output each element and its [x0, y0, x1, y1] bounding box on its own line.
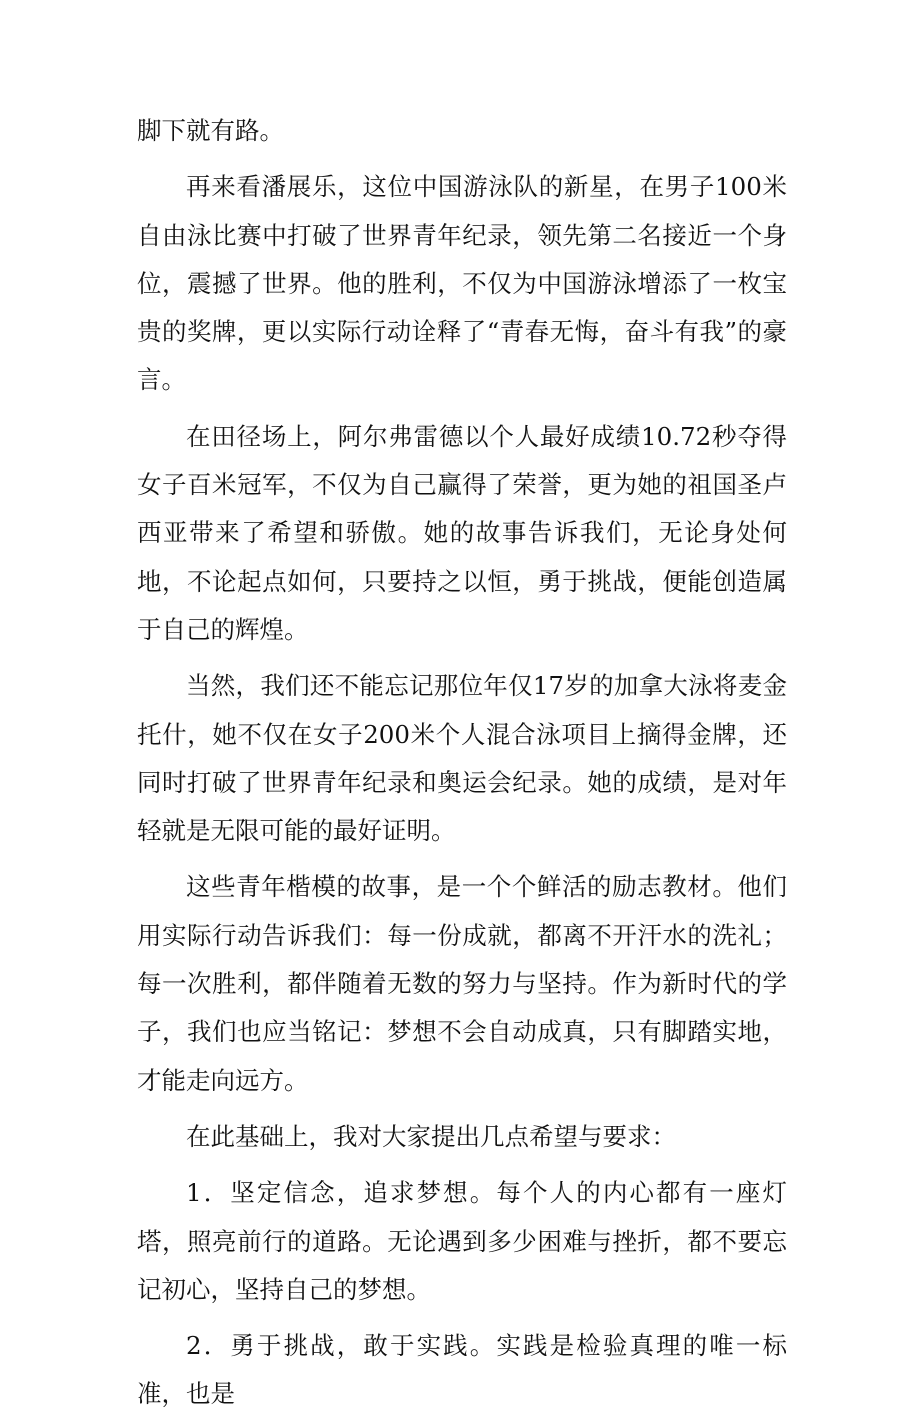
paragraph-role-models: 这些青年楷模的故事，是一个个鲜活的励志教材。他们用实际行动告诉我们：每一份成就，都离不开汗水的洗礼；每一次胜利，都伴随着无数的努力与坚持。作为新时代的学子，我们也应当铭记：梦想不会自动成真，只有脚踏实地，才能走向远方。 — [137, 872, 787, 1095]
document-body — [137, 107, 787, 1419]
paragraph-pan-zhanle: 再来看潘展乐，这位中国游泳队的新星，在男子100米自由泳比赛中打破了世界青年纪录，领先第二名接近一个身位，震撼了世界。他的胜利，不仅为中国游泳增添了一枚宝贵的奖牌，更以实际行动诠释了“青春无悔，奋斗有我”的豪言。 — [137, 172, 787, 395]
list-item-1: 1．坚定信念，追求梦想。每个人的内心都有一座灯塔，照亮前行的道路。无论遇到多少困难与挫折，都不要忘记初心，坚持自己的梦想。 — [137, 1178, 787, 1304]
paragraph-alfred: 在田径场上，阿尔弗雷德以个人最好成绩10.72秒夺得女子百米冠军，不仅为自己赢得了荣誉，更为她的祖国圣卢西亚带来了希望和骄傲。她的故事告诉我们，无论身处何地，不论起点如何，只要持之以恒，勇于挑战，便能创造属于自己的辉煌。 — [137, 421, 787, 644]
paragraph-mcintosh: 当然，我们还不能忘记那位年仅17岁的加拿大泳将麦金托什，她不仅在女子200米个人混合泳项目上摘得金牌，还同时打破了世界青年纪录和奥运会纪录。她的成绩，是对年轻就是无限可能的最好证明。 — [137, 671, 787, 846]
list-item-2: 2．勇于挑战，敢于实践。实践是检验真理的唯一标准，也是 — [137, 1331, 787, 1409]
paragraph-hopes-intro: 在此基础上，我对大家提出几点希望与要求： — [186, 1121, 676, 1151]
paragraph-continuation: 脚下就有路。 — [137, 116, 284, 145]
